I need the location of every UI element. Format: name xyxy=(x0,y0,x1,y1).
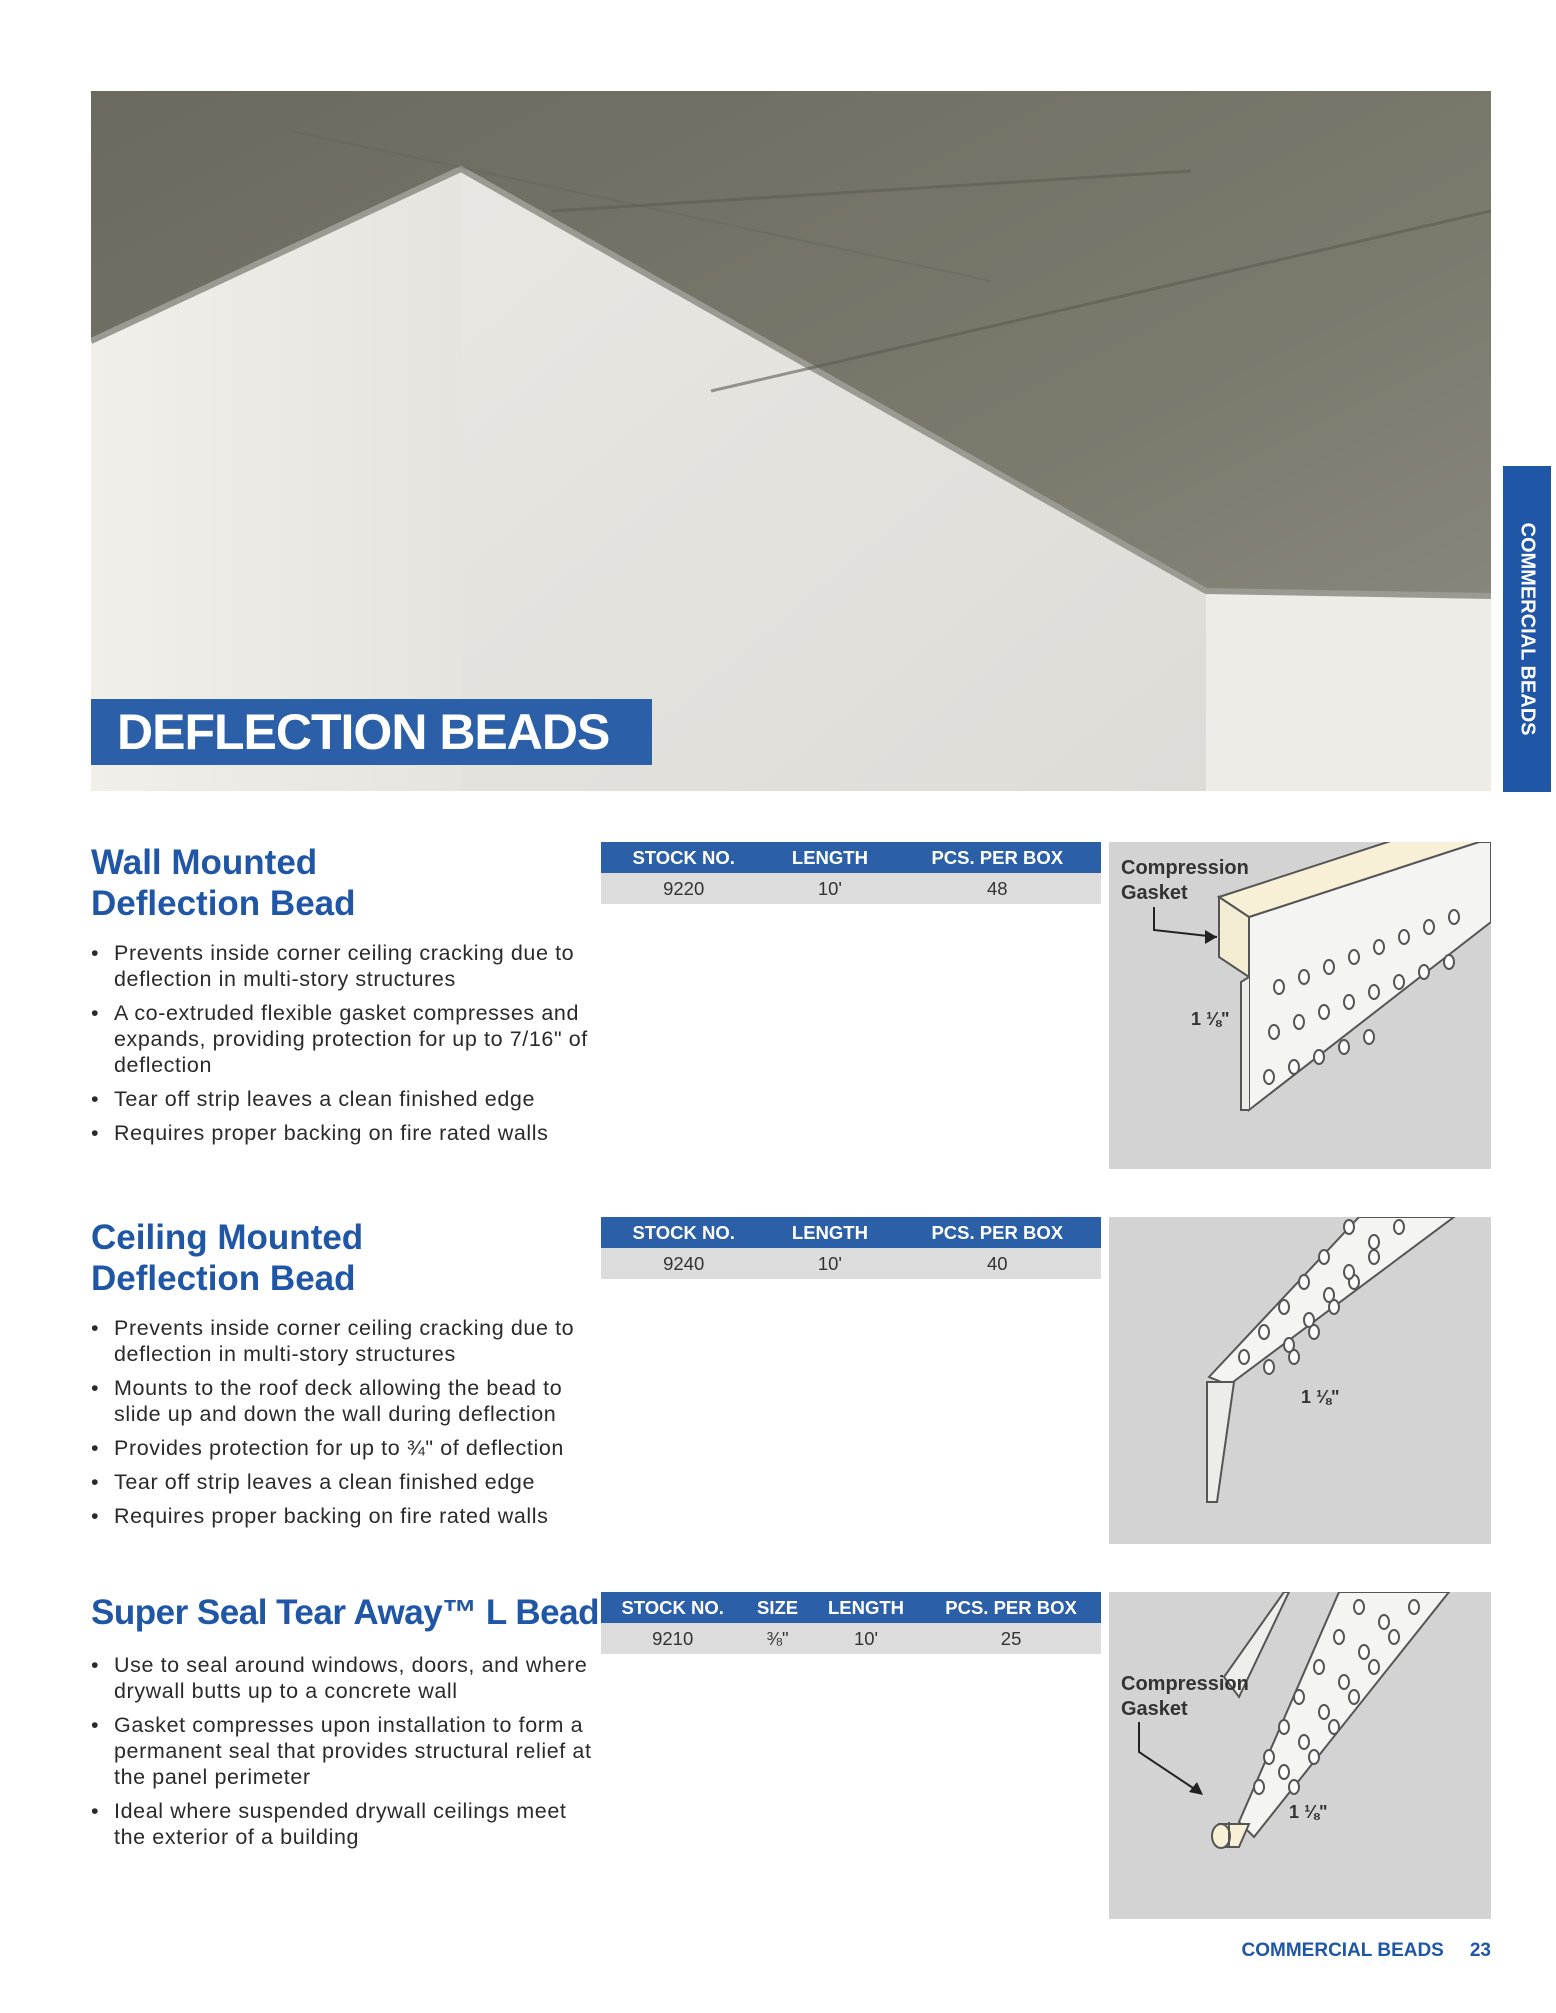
feature-item: • Tear off strip leaves a clean finished edge xyxy=(91,1469,601,1495)
column-header: PCS. PER BOX xyxy=(894,1217,1101,1248)
section-tab xyxy=(1503,466,1551,792)
column-header: LENGTH xyxy=(811,1592,921,1623)
table-row xyxy=(601,1248,1101,1279)
table-header-row xyxy=(601,842,1101,873)
page-title: DEFLECTION BEADS xyxy=(91,699,652,765)
section-tab-label: COMMERCIAL BEADS xyxy=(1516,522,1539,736)
diagram-label-line: Gasket xyxy=(1121,882,1188,904)
table-cell: 10' xyxy=(766,1248,893,1279)
feature-item: • Use to seal around windows, doors, and where drywall butts up to a concrete wall xyxy=(91,1652,601,1704)
column-header: SIZE xyxy=(744,1592,811,1623)
product-title-line: Deflection Bead xyxy=(91,1259,356,1298)
table-row xyxy=(601,873,1101,904)
table-row xyxy=(601,1623,1101,1654)
feature-item: • Mounts to the roof deck allowing the bead to slide up and down the wall during deflection xyxy=(91,1375,601,1427)
spec-table xyxy=(601,1217,1101,1279)
table-cell: 9240 xyxy=(601,1248,766,1279)
feature-item: • Requires proper backing on fire rated walls xyxy=(91,1503,601,1529)
table-header-row xyxy=(601,1592,1101,1623)
table-cell: 10' xyxy=(766,873,893,904)
product-diagram xyxy=(1109,842,1491,1169)
dimension-label: 1 ⅛" xyxy=(1301,1387,1340,1407)
product-diagram xyxy=(1109,1592,1491,1919)
product-title-line: Wall Mounted xyxy=(91,843,318,882)
diagram-label-line: Compression xyxy=(1121,857,1249,879)
feature-item: • A co-extruded flexible gasket compresses and expands, providing protection for up to 7/16" of deflection xyxy=(91,1000,601,1078)
feature-item: • Ideal where suspended drywall ceilings meet the exterior of a building xyxy=(91,1798,601,1850)
diagram-label-line: Gasket xyxy=(1121,1698,1188,1720)
table-cell: 9220 xyxy=(601,873,766,904)
column-header: PCS. PER BOX xyxy=(894,842,1101,873)
spec-table xyxy=(601,842,1101,904)
feature-item: • Prevents inside corner ceiling cracking due to deflection in multi-story structures xyxy=(91,1315,601,1367)
column-header: LENGTH xyxy=(766,1217,893,1248)
table-cell: 10' xyxy=(811,1623,921,1654)
table-cell: 9210 xyxy=(601,1623,744,1654)
product-title: Super Seal Tear Away™ L Bead xyxy=(91,1593,599,1632)
feature-item: • Prevents inside corner ceiling cracking due to deflection in multi-story structures xyxy=(91,940,601,992)
column-header: STOCK NO. xyxy=(601,842,766,873)
product-title-line: Ceiling Mounted xyxy=(91,1218,364,1257)
dimension-label: 1 ⅛" xyxy=(1191,1009,1230,1029)
dimension-label: 1 ⅛" xyxy=(1289,1802,1328,1822)
feature-item: • Requires proper backing on fire rated walls xyxy=(91,1120,601,1146)
page-number: 23 xyxy=(1469,1940,1491,1961)
table-cell: 40 xyxy=(894,1248,1101,1279)
table-cell: 25 xyxy=(921,1623,1101,1654)
column-header: STOCK NO. xyxy=(601,1592,744,1623)
diagram-label xyxy=(1121,856,1249,906)
product-title-line: Deflection Bead xyxy=(91,884,356,923)
column-header: PCS. PER BOX xyxy=(921,1592,1101,1623)
diagram-label xyxy=(1121,1672,1249,1722)
product-title xyxy=(91,1217,611,1299)
feature-list xyxy=(91,940,601,1154)
hero-photo xyxy=(91,91,1491,791)
column-header: LENGTH xyxy=(766,842,893,873)
product-title xyxy=(91,842,611,924)
diagram-label-line: Compression xyxy=(1121,1673,1249,1695)
table-cell: ⅜" xyxy=(744,1623,811,1654)
spec-table xyxy=(601,1592,1101,1654)
table-cell: 48 xyxy=(894,873,1101,904)
page-footer xyxy=(1200,1940,1491,1962)
product-wall-mounted xyxy=(91,842,1491,1169)
table-header-row xyxy=(601,1217,1101,1248)
product-ceiling-mounted xyxy=(91,1217,1491,1544)
feature-list xyxy=(91,1315,601,1537)
product-diagram xyxy=(1109,1217,1491,1544)
feature-item: • Gasket compresses upon installation to form a permanent seal that provides structural relief at the panel perimeter xyxy=(91,1712,601,1790)
feature-list xyxy=(91,1652,601,1858)
product-super-seal xyxy=(91,1592,1491,1919)
feature-item: • Provides protection for up to ¾" of deflection xyxy=(91,1435,601,1461)
feature-item: • Tear off strip leaves a clean finished edge xyxy=(91,1086,601,1112)
column-header: STOCK NO. xyxy=(601,1217,766,1248)
footer-section: COMMERCIAL BEADS xyxy=(1241,1940,1444,1961)
